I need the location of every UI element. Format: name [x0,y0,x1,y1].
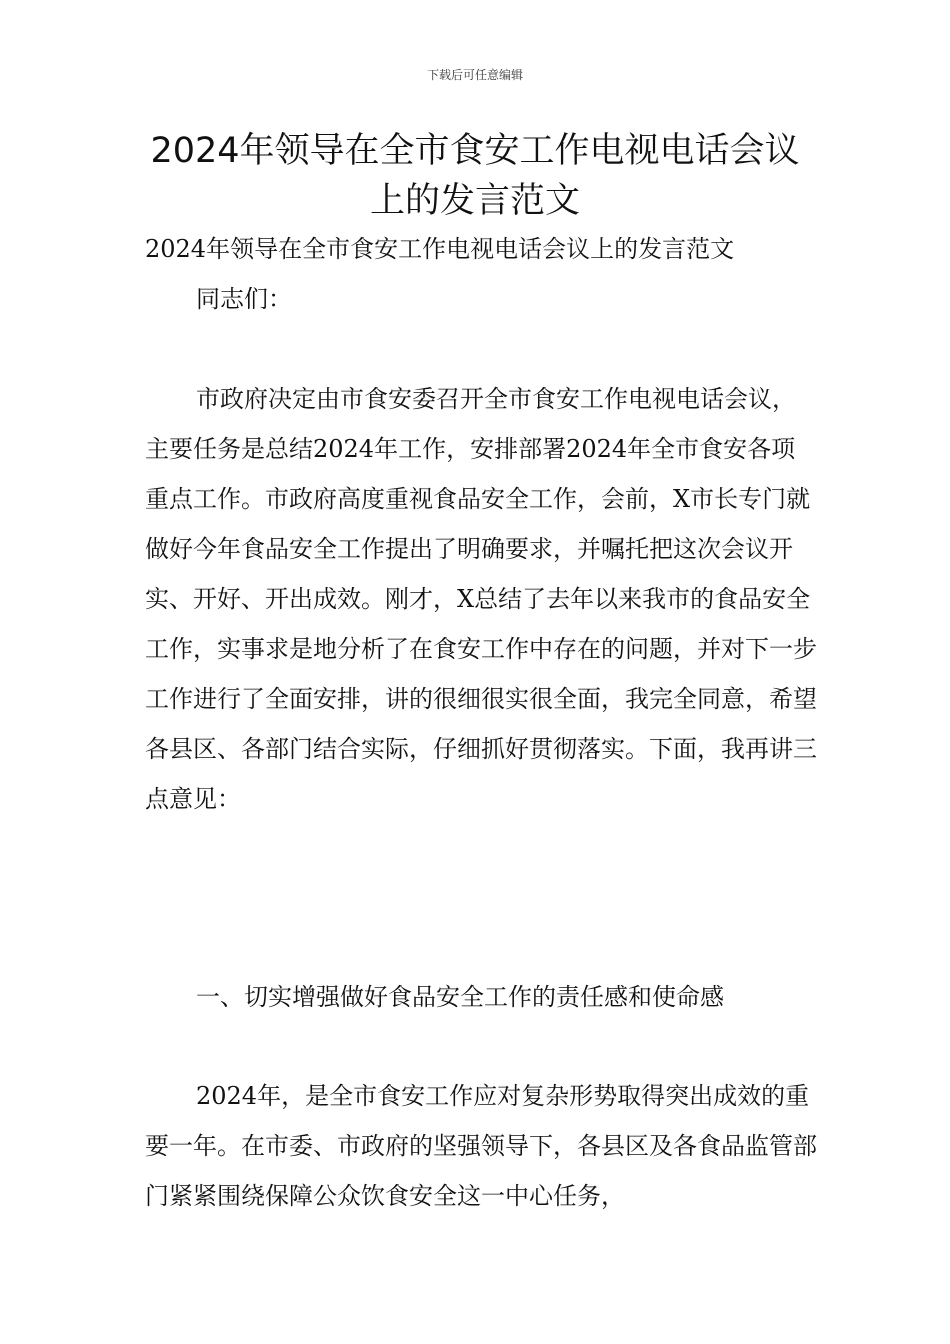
paragraph-body: 2024年，是全市食安工作应对复杂形势取得突出成效的重要一年。在市委、市政府的坚强领导下，各县区及各食品监管部门紧紧围绕保障公众饮食安全这一中心任务， [145,1082,817,1210]
header-note: 下载后可任意编辑 [426,68,523,82]
paragraph-intro: 市政府决定由市食安委召开全市食安工作电视电话会议，主要任务是总结2024年工作，安排部署2024年全市食安各项重点工作。市政府高度重视食品安全工作，会前，X市长专门就做好今年食品安全工作提出了明确要求，并嘱托把这次会议开实、开好、开出成效。刚才，X总结了去年以来我市的食品安全工作，实事求是地分析了在食安工作中存在的问题，并对下一步工作进行了全面安排，讲的很细很实很全面，我完全同意，希望各县区、各部门结合实际，仔细抓好贯彻落实。下面，我再讲三点意见： [145,385,817,813]
document-subtitle: 2024年领导在全市食安工作电视电话会议上的发言范文 [145,235,735,263]
salutation: 同志们： [196,285,292,313]
section-heading: 一、切实增强做好食品安全工作的责任感和使命感 [196,983,724,1011]
page-title: 2024年领导在全市食安工作电视电话会议上的发言范文 [150,131,800,221]
